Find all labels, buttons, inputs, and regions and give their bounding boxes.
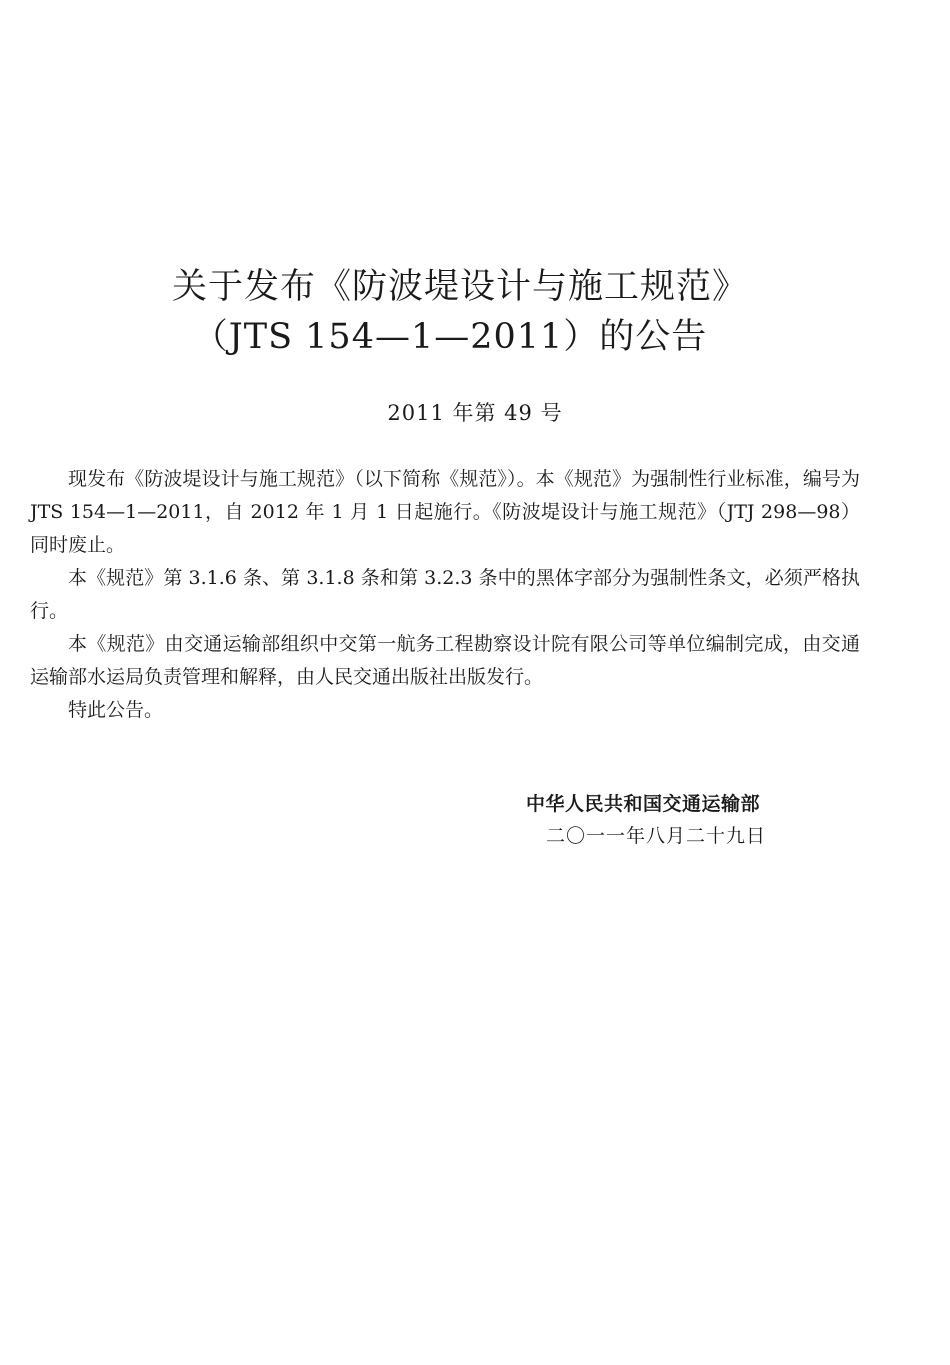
announcement-body — [30, 463, 860, 727]
paragraph-mandatory-clauses: 本《规范》第 3.1.6 条、第 3.1.8 条和第 3.2.3 条中的黑体字部分为强制性条文，必须严格执行。 — [30, 567, 860, 622]
document-number: 2011 年第 49 号 — [387, 401, 563, 425]
announcement-title — [0, 262, 950, 362]
title-line-2: （JTS 154—1—2011）的公告 — [192, 317, 708, 357]
paragraph-compilation: 本《规范》由交通运输部组织中交第一航务工程勘察设计院有限公司等单位编制完成，由交通运输部水运局负责管理和解释，由人民交通出版社出版发行。 — [30, 633, 860, 688]
issue-date: 二〇一一年八月二十九日 — [546, 825, 767, 847]
issuing-organization: 中华人民共和国交通运输部 — [526, 793, 761, 815]
signature-block — [526, 788, 826, 852]
title-line-1: 关于发布《防波堤设计与施工规范》 — [171, 267, 748, 307]
paragraph-closing: 特此公告。 — [68, 699, 164, 721]
paragraph-release: 现发布《防波堤设计与施工规范》（以下简称《规范》）。本《规范》为强制性行业标准，编号为 JTS 154—1—2011，自 2012 年 1 月 1 日起施行。《防波堤设计与施工规范》（JTJ 298—98）同时废止。 — [30, 468, 860, 556]
